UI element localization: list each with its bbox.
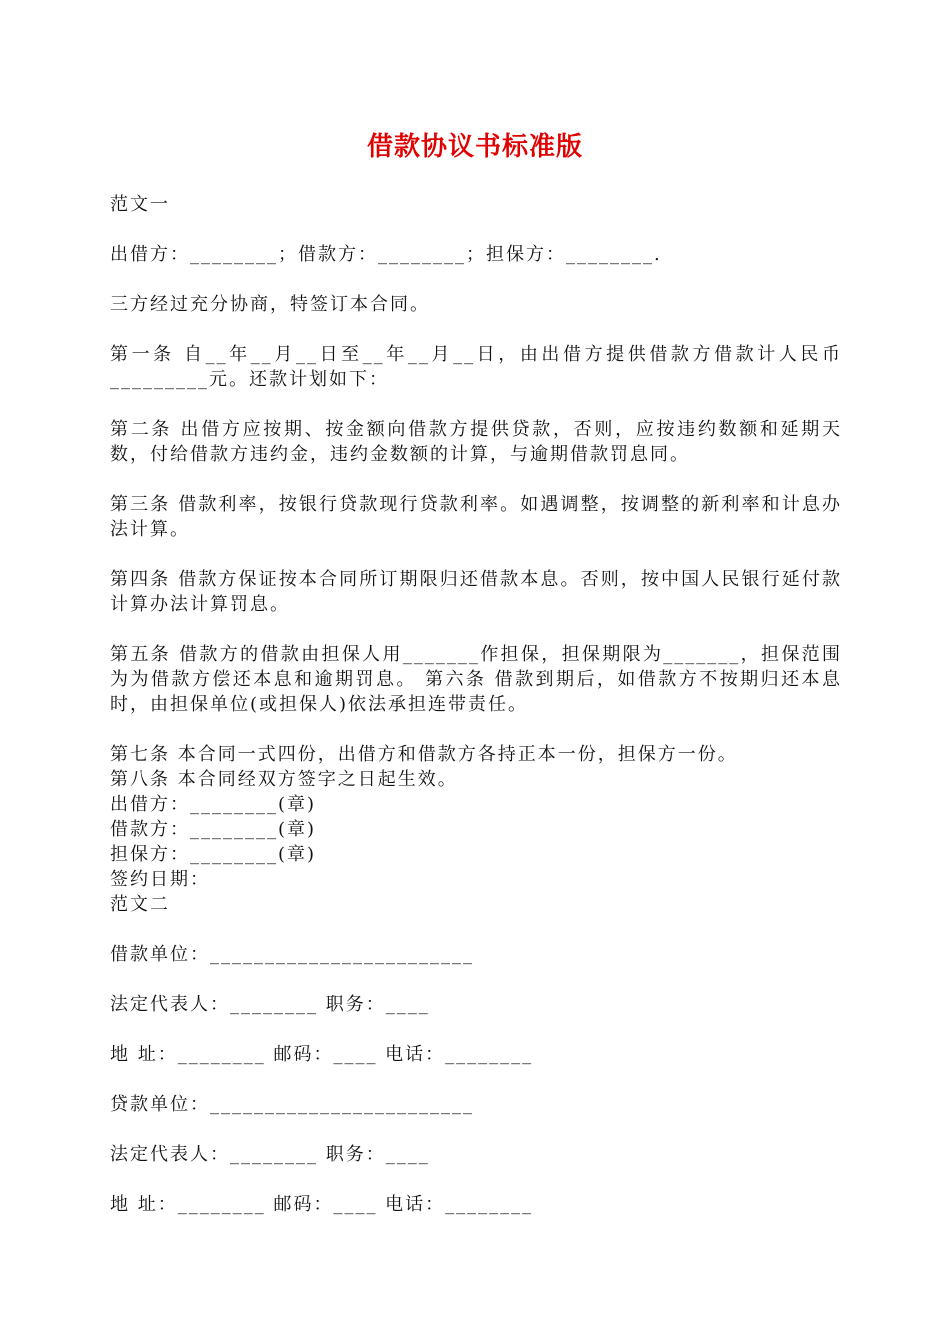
article-7: 第七条 本合同一式四份，出借方和借款方各持正本一份，担保方一份。 bbox=[110, 744, 738, 765]
document-body bbox=[110, 192, 842, 1242]
article-3: 第三条 借款利率，按银行贷款现行贷款利率。如遇调整，按调整的新利率和计息办法计算。 bbox=[110, 494, 842, 540]
intro-paragraph: 三方经过充分协商，特签订本合同。 bbox=[110, 294, 430, 315]
article-1: 第一条 自__年__月__日至__年__月__日，由出借方提供借款方借款计人民币_________元。还款计划如下： bbox=[110, 344, 843, 390]
signature-borrower: 借款方：________(章) bbox=[110, 819, 317, 840]
article-8: 第八条 本合同经双方签字之日起生效。 bbox=[110, 769, 458, 790]
article-2: 第二条 出借方应按期、按金额向借款方提供贷款，否则，应按违约数额和延期天数，付给借款方违约金，违约金数额的计算，与逾期借款罚息同。 bbox=[110, 419, 842, 465]
borrower-unit: 借款单位：________________________ bbox=[110, 944, 474, 965]
signing-date: 签约日期： bbox=[110, 869, 210, 890]
document-title: 借款协议书标准版 bbox=[366, 132, 583, 162]
sample1-heading: 范文一 bbox=[110, 194, 170, 215]
article-4: 第四条 借款方保证按本合同所订期限归还借款本息。否则，按中国人民银行延付款计算办法计算罚息。 bbox=[110, 569, 842, 615]
parties-line: 出借方：________；借款方：________；担保方：________. bbox=[110, 244, 662, 265]
lender-representative: 法定代表人：________ 职务：____ bbox=[110, 1144, 430, 1165]
lender-unit: 贷款单位：________________________ bbox=[110, 1094, 474, 1115]
signature-lender: 出借方：________(章) bbox=[110, 794, 317, 815]
sample2-heading: 范文二 bbox=[110, 894, 170, 915]
signature-guarantor: 担保方：________(章) bbox=[110, 844, 317, 865]
lender-address: 地 址：________ 邮码：____ 电话：________ bbox=[110, 1194, 534, 1215]
article-5-6: 第五条 借款方的借款由担保人用_______作担保，担保期限为_______，担保范围为为借款方偿还本息和逾期罚息。 第六条 借款到期后，如借款方不按期归还本息时，由担保单位(或担保人)依法承担连带责任。 bbox=[110, 644, 842, 715]
borrower-representative: 法定代表人：________ 职务：____ bbox=[110, 994, 430, 1015]
borrower-address: 地 址：________ 邮码：____ 电话：________ bbox=[110, 1044, 534, 1065]
